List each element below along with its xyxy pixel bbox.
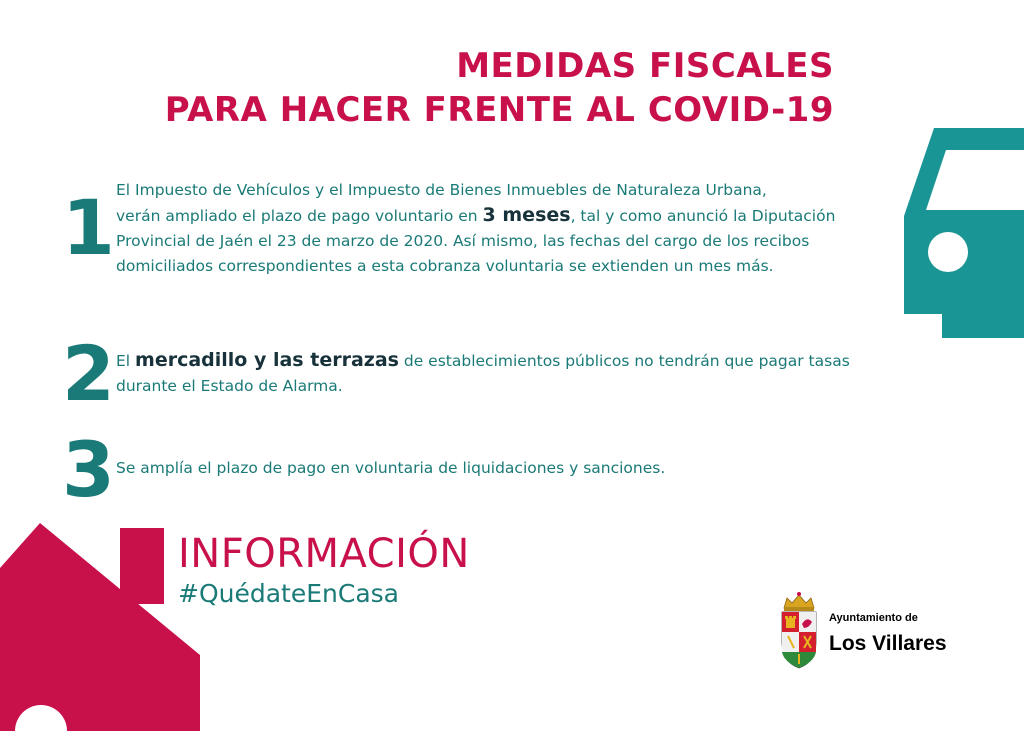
item-1-line-2: verán ampliado el plazo de pago voluntario en 3 meses, tal y como anunció la Diputación	[116, 204, 836, 226]
item-number-1: 1	[62, 183, 115, 272]
item-number-3: 3	[62, 425, 115, 514]
highlight-mercadillo: mercadillo y las terrazas	[135, 349, 399, 371]
item-text-2	[116, 348, 916, 399]
item-1-line-4: domiciliados correspondientes a esta cobranza voluntaria se extienden un mes más.	[116, 257, 774, 275]
car-icon	[904, 128, 1024, 338]
item-2-line-1: El mercadillo y las terrazas de establecimientos públicos no tendrán que pagar tasas	[116, 349, 850, 371]
highlight-3-meses: 3 meses	[482, 204, 571, 226]
item-3-line-1: Se amplía el plazo de pago en voluntaria de liquidaciones y sanciones.	[116, 459, 666, 477]
info-title: INFORMACIÓN	[178, 531, 470, 577]
house-icon	[0, 520, 200, 731]
item-2-line-2: durante el Estado de Alarma.	[116, 377, 343, 395]
item-number-2: 2	[62, 329, 115, 418]
organization-name: Los Villares	[829, 632, 947, 655]
item-1-line-3: Provincial de Jaén el 23 de marzo de 2020. Así mismo, las fechas del cargo de los recibos	[116, 232, 810, 250]
item-1-line-1: El Impuesto de Vehículos y el Impuesto de Bienes Inmuebles de Naturaleza Urbana,	[116, 181, 767, 199]
title-line-1: MEDIDAS FISCALES	[456, 46, 834, 86]
item-text-3	[116, 456, 876, 481]
title-line-2: PARA HACER FRENTE AL COVID-19	[164, 90, 834, 130]
coat-of-arms-icon	[778, 590, 820, 670]
hashtag: #QuédateEnCasa	[178, 579, 399, 608]
page-title	[165, 44, 834, 132]
item-text-1	[116, 178, 896, 279]
organization-prefix: Ayuntamiento de	[829, 612, 918, 624]
